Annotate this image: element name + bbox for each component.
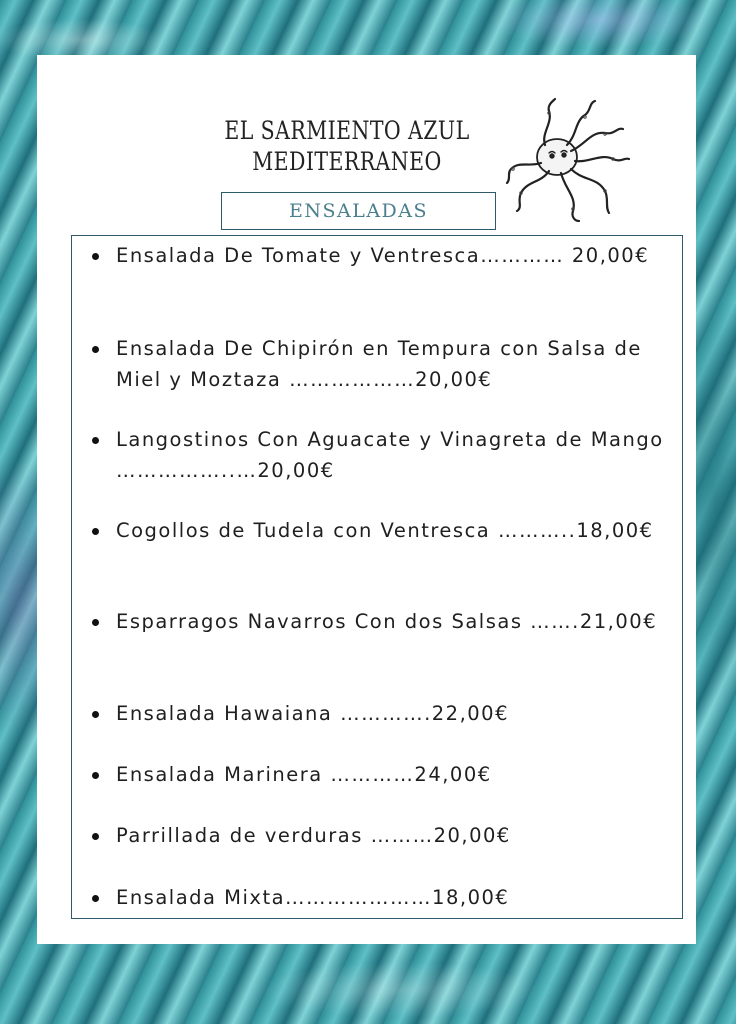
menu-item-text: Cogollos de Tudela con Ventresca ………..18,00€: [116, 519, 654, 542]
menu-box: [71, 235, 683, 919]
menu-page: [37, 55, 696, 944]
menu-item-text: Esparragos Navarros Con dos Salsas …….21,00€: [116, 610, 658, 633]
bullet: [92, 346, 99, 353]
menu-item-text: Parrillada de verduras ………20,00€: [116, 824, 511, 847]
restaurant-title: [216, 115, 478, 177]
bullet: [92, 528, 99, 535]
bullet: [92, 619, 99, 626]
octopus-icon: [505, 97, 630, 222]
menu-item: [116, 515, 676, 546]
menu-item: [116, 424, 676, 486]
bullet: [92, 895, 99, 902]
menu-item-text: Ensalada Marinera …………24,00€: [116, 763, 492, 786]
title-line-2: MEDITERRANEO: [252, 147, 442, 176]
section-title: ENSALADAS: [288, 200, 429, 222]
menu-item: [116, 333, 676, 395]
bullet: [92, 833, 99, 840]
title-line-1: EL SARMIENTO AZUL: [224, 116, 470, 145]
menu-item: [116, 820, 676, 851]
menu-item-text: Langostinos Con Aguacate y Vinagreta de Mango ……………..…20,00€: [116, 428, 664, 482]
menu-item: [116, 698, 676, 729]
bullet: [92, 711, 99, 718]
bullet: [92, 772, 99, 779]
bullet: [92, 437, 99, 444]
menu-item: [116, 240, 676, 271]
menu-item-text: Ensalada Mixta…………………18,00€: [116, 886, 510, 909]
menu-item-text: Ensalada De Tomate y Ventresca………… 20,00€: [116, 244, 650, 267]
bullet: [92, 253, 99, 260]
menu-item: [116, 606, 676, 637]
menu-item: [116, 759, 676, 790]
menu-item-text: Ensalada Hawaiana ………….22,00€: [116, 702, 509, 725]
section-header: [221, 192, 496, 230]
menu-item: [116, 882, 676, 913]
menu-item-text: Ensalada De Chipirón en Tempura con Salsa de Miel y Moztaza ………………20,00€: [116, 337, 642, 391]
